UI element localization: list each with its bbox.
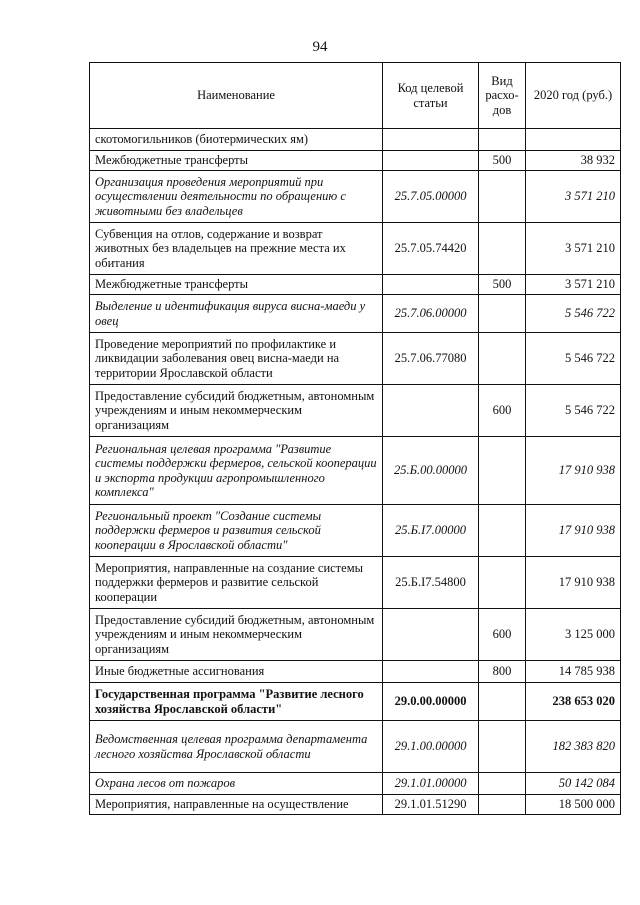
header-amount: 2020 год (руб.) <box>526 63 621 129</box>
row-type: 500 <box>479 151 526 171</box>
row-code <box>383 661 479 683</box>
row-amount: 18 500 000 <box>526 795 621 815</box>
table-header-row <box>90 63 621 129</box>
row-name: Проведение мероприятий по профилактике и ликвидации заболевания овец висна-маеди на территории Ярославской области <box>90 333 383 385</box>
table-row <box>90 609 621 661</box>
row-type <box>479 505 526 557</box>
row-amount: 17 910 938 <box>526 437 621 505</box>
row-name: Предоставление субсидий бюджетным, автономным учреждениям и иным некоммерческим организациям <box>90 385 383 437</box>
row-type <box>479 333 526 385</box>
row-type <box>479 295 526 333</box>
table-row <box>90 795 621 815</box>
row-type <box>479 683 526 721</box>
row-name: скотомогильников (биотермических ям) <box>90 129 383 151</box>
table-row <box>90 385 621 437</box>
table-row <box>90 505 621 557</box>
row-amount: 50 142 084 <box>526 773 621 795</box>
row-name: Организация проведения мероприятий при осуществлении деятельности по обращению с животными без владельцев <box>90 171 383 223</box>
row-type <box>479 773 526 795</box>
row-name: Государственная программа "Развитие лесного хозяйства Ярославской области" <box>90 683 383 721</box>
header-type: Вид расхо-дов <box>479 63 526 129</box>
row-name: Межбюджетные трансферты <box>90 151 383 171</box>
table-row <box>90 171 621 223</box>
row-name: Мероприятия, направленные на создание системы поддержки фермеров и развитие сельской кооперации <box>90 557 383 609</box>
row-code: 25.Б.I7.54800 <box>383 557 479 609</box>
row-code: 25.7.05.00000 <box>383 171 479 223</box>
table-row <box>90 683 621 721</box>
row-name: Мероприятия, направленные на осуществление <box>90 795 383 815</box>
row-type <box>479 171 526 223</box>
row-code <box>383 129 479 151</box>
row-code <box>383 385 479 437</box>
row-name: Региональный проект "Создание системы поддержки фермеров и развития сельской кооперации в Ярославской области" <box>90 505 383 557</box>
row-amount: 38 932 <box>526 151 621 171</box>
row-code: 25.Б.00.00000 <box>383 437 479 505</box>
row-amount: 17 910 938 <box>526 557 621 609</box>
row-name: Охрана лесов от пожаров <box>90 773 383 795</box>
row-code <box>383 609 479 661</box>
row-code: 25.7.06.00000 <box>383 295 479 333</box>
row-name: Ведомственная целевая программа департамента лесного хозяйства Ярославской области <box>90 721 383 773</box>
row-name: Выделение и идентификация вируса висна-маеди у овец <box>90 295 383 333</box>
row-code <box>383 151 479 171</box>
header-code: Код целевой статьи <box>383 63 479 129</box>
row-amount: 3 571 210 <box>526 223 621 275</box>
row-amount: 5 546 722 <box>526 295 621 333</box>
row-name: Межбюджетные трансферты <box>90 275 383 295</box>
row-code: 25.7.06.77080 <box>383 333 479 385</box>
budget-table <box>89 62 621 815</box>
row-type: 600 <box>479 609 526 661</box>
row-code: 29.1.01.51290 <box>383 795 479 815</box>
row-amount: 3 125 000 <box>526 609 621 661</box>
row-type <box>479 223 526 275</box>
row-name: Иные бюджетные ассигнования <box>90 661 383 683</box>
row-amount <box>526 129 621 151</box>
row-code: 29.1.01.00000 <box>383 773 479 795</box>
row-name: Субвенция на отлов, содержание и возврат животных без владельцев на прежние места их обитания <box>90 223 383 275</box>
page-number: 94 <box>312 39 328 55</box>
row-type: 500 <box>479 275 526 295</box>
row-type <box>479 437 526 505</box>
table-row <box>90 721 621 773</box>
row-amount: 14 785 938 <box>526 661 621 683</box>
row-amount: 238 653 020 <box>526 683 621 721</box>
row-type <box>479 129 526 151</box>
row-code: 29.1.00.00000 <box>383 721 479 773</box>
row-code: 29.0.00.00000 <box>383 683 479 721</box>
table-row <box>90 437 621 505</box>
row-amount: 17 910 938 <box>526 505 621 557</box>
row-amount: 3 571 210 <box>526 275 621 295</box>
table-row <box>90 223 621 275</box>
table-row <box>90 151 621 171</box>
row-name: Региональная целевая программа "Развитие системы поддержки фермеров, сельской кооперации и экспорта продукции агропромышленного комплекса" <box>90 437 383 505</box>
table-row <box>90 295 621 333</box>
row-amount: 5 546 722 <box>526 333 621 385</box>
row-type: 600 <box>479 385 526 437</box>
row-amount: 182 383 820 <box>526 721 621 773</box>
row-type <box>479 721 526 773</box>
row-type: 800 <box>479 661 526 683</box>
table-row <box>90 773 621 795</box>
row-type <box>479 557 526 609</box>
table-row <box>90 129 621 151</box>
row-type <box>479 795 526 815</box>
row-amount: 3 571 210 <box>526 171 621 223</box>
row-code: 25.7.05.74420 <box>383 223 479 275</box>
row-code: 25.Б.I7.00000 <box>383 505 479 557</box>
table-row <box>90 557 621 609</box>
table-row <box>90 333 621 385</box>
table-row <box>90 275 621 295</box>
row-amount: 5 546 722 <box>526 385 621 437</box>
row-name: Предоставление субсидий бюджетным, автономным учреждениям и иным некоммерческим организациям <box>90 609 383 661</box>
row-code <box>383 275 479 295</box>
table-row <box>90 661 621 683</box>
header-name: Наименование <box>90 63 383 129</box>
